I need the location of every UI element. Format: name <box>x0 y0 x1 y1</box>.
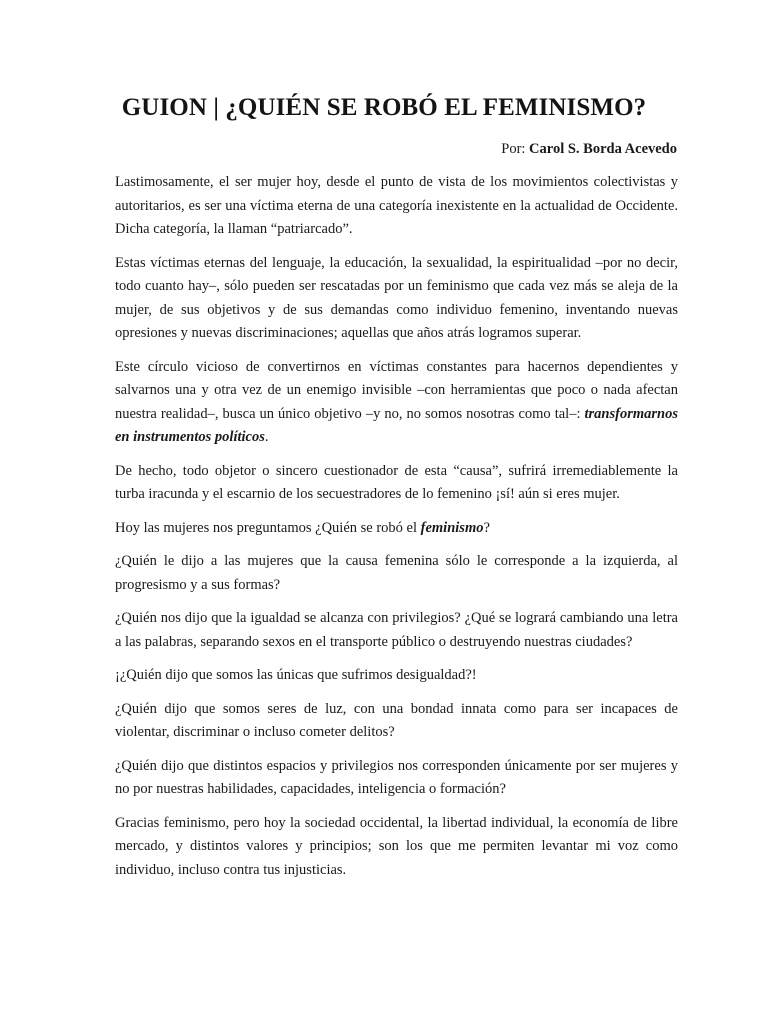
paragraph: Lastimosamente, el ser mujer hoy, desde el punto de vista de los movimientos colectivistas y autoritarios, es ser una víctima eterna de una categoría inexistente en la actualidad de Occidente. Dicha categoría, la llaman “patriarcado”. <box>115 174 678 237</box>
paragraph-text: Este círculo vicioso de convertirnos en víctimas constantes para hacernos dependientes y salvarnos una y otra vez de un enemigo invisible –con herramientas que poco o nada afectan nuestra realidad–, busca un único objetivo –y no, no somos nosotras como tal–: <box>115 358 678 422</box>
paragraph: Estas víctimas eternas del lenguaje, la educación, la sexualidad, la espiritualidad –por no decir, todo cuanto hay–, sólo pueden ser rescatadas por un feminismo que cada vez más se aleja de la mujer, de sus objetivos y de sus demandas como individuo femenino, inventando nuevas opresiones y nuevas discriminaciones; aquellas que años atrás logramos superar. <box>115 254 678 341</box>
paragraph: ¿Quién nos dijo que la igualdad se alcanza con privilegios? ¿Qué se logrará cambiando una letra a las palabras, separando sexos en el transporte público o destruyendo nuestras ciudades? <box>115 610 678 650</box>
paragraph <box>115 517 678 541</box>
document-body <box>115 171 678 892</box>
byline-prefix: Por: <box>501 141 526 157</box>
paragraph: ¿Quién dijo que somos seres de luz, con una bondad innata como para ser incapaces de violentar, discriminar o incluso cometer delitos? <box>115 700 678 740</box>
paragraph: Gracias feminismo, pero hoy la sociedad occidental, la libertad individual, la economía de libre mercado, y distintos valores y principios; son los que me permiten levantar mi voz como individuo, incluso contra tus injusticias. <box>115 814 678 878</box>
paragraph-text: Hoy las mujeres nos preguntamos ¿Quién se robó el <box>115 519 421 536</box>
paragraph: ¿Quién le dijo a las mujeres que la causa femenina sólo le corresponde a la izquierda, al progresismo y a sus formas? <box>115 553 678 593</box>
paragraph: ¡¿Quién dijo que somos las únicas que sufrimos desigualdad?! <box>115 667 477 683</box>
emphasized-word: feminismo <box>420 519 484 536</box>
paragraph-end: ? <box>483 519 490 536</box>
document-title: GUION | ¿QUIÉN SE ROBÓ EL FEMINISMO? <box>121 94 647 121</box>
author-name: Carol S. Borda Acevedo <box>529 141 677 157</box>
paragraph: De hecho, todo objetor o sincero cuestionador de esta “causa”, sufrirá irremediablemente la turba iracunda y el escarnio de los secuestradores de lo femenino ¡sí! aún si eres mujer. <box>115 462 678 502</box>
paragraph-end: . <box>264 429 269 445</box>
byline <box>501 139 677 159</box>
paragraph <box>115 356 678 450</box>
paragraph: ¿Quién dijo que distintos espacios y privilegios nos corresponden únicamente por ser mujeres y no por nuestras habilidades, capacidades, inteligencia o formación? <box>115 757 678 797</box>
emphasized-phrase: transformarnos en instrumentos políticos <box>115 405 678 445</box>
